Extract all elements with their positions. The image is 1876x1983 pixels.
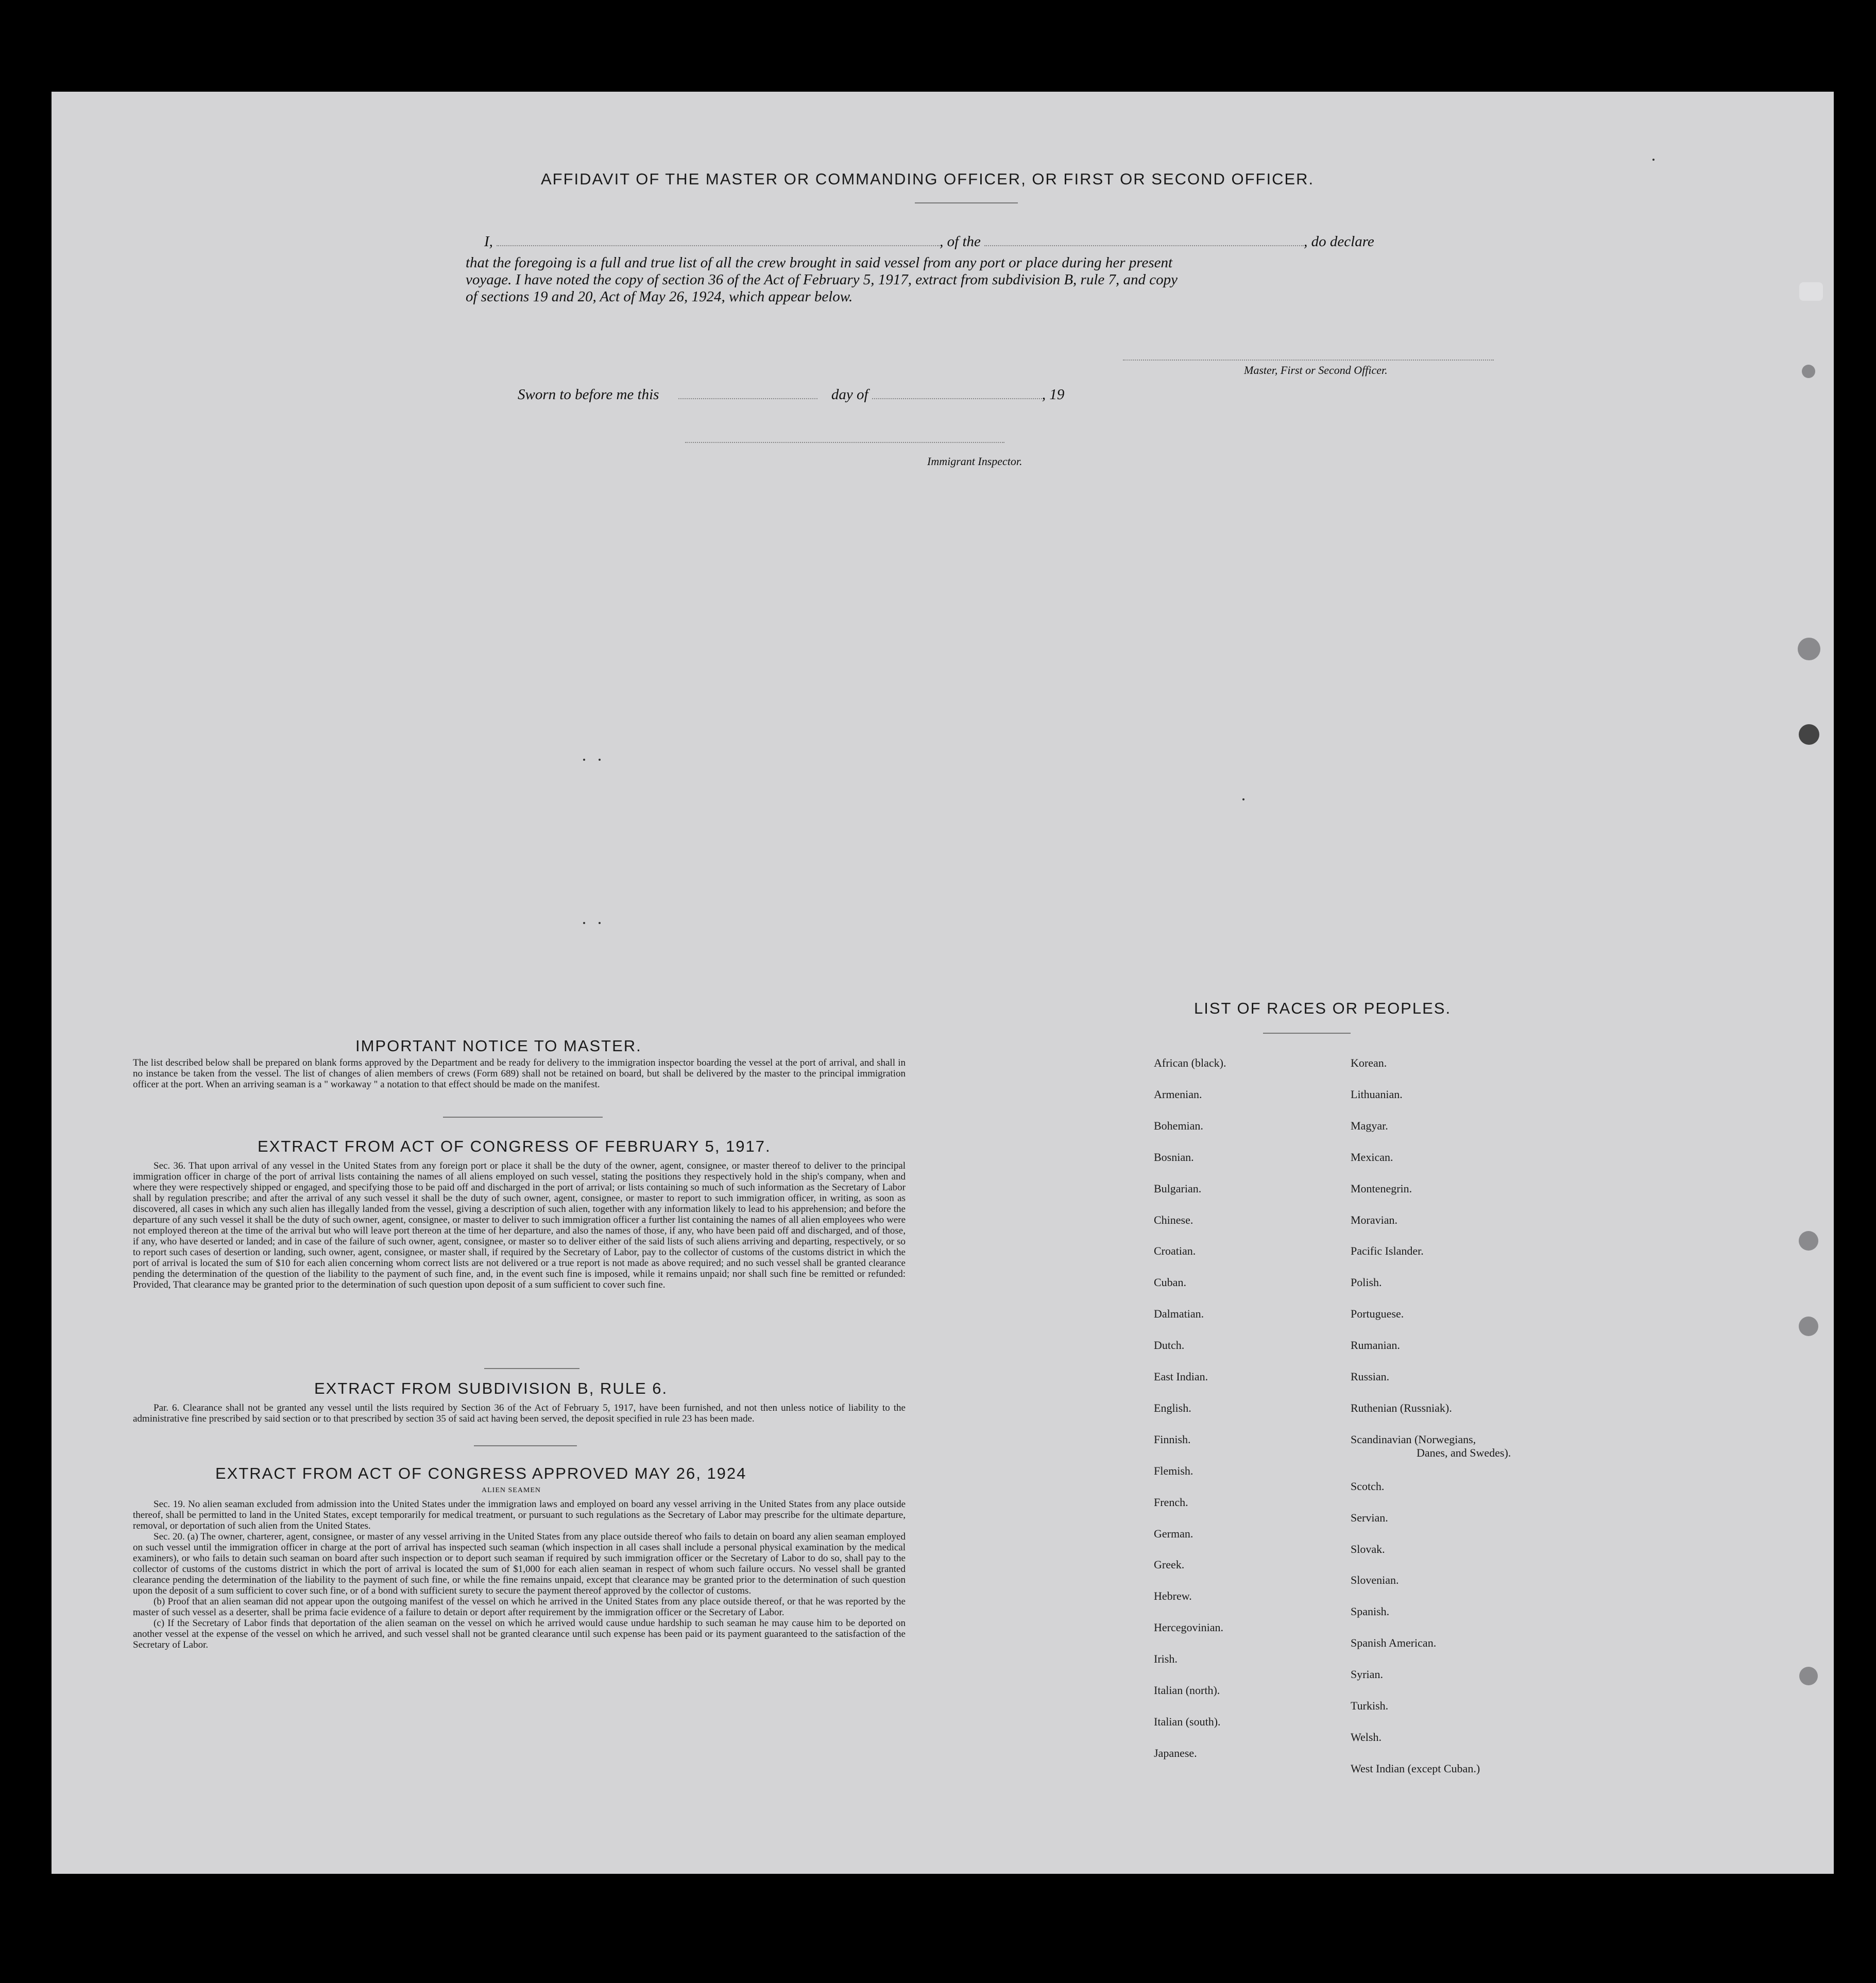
- race-item: Dalmatian.: [1154, 1307, 1204, 1320]
- race-item: Pacific Islander.: [1351, 1244, 1424, 1257]
- affidavit-body: [466, 254, 1522, 305]
- notice-rule: [443, 1117, 603, 1118]
- notice-title: IMPORTANT NOTICE TO MASTER.: [355, 1037, 642, 1055]
- race-item: Scandinavian (Norwegians,: [1351, 1433, 1476, 1446]
- race-item: Bulgarian.: [1154, 1182, 1202, 1195]
- race-item: Rumanian.: [1351, 1339, 1400, 1352]
- extract-1924-title: EXTRACT FROM ACT OF CONGRESS APPROVED MAY 26, 1924: [215, 1464, 747, 1482]
- race-item: Moravian.: [1351, 1213, 1398, 1226]
- extract-rule6-title: EXTRACT FROM SUBDIVISION B, RULE 6.: [314, 1379, 668, 1397]
- race-item: Italian (north).: [1154, 1684, 1220, 1697]
- race-item: Spanish American.: [1351, 1636, 1437, 1649]
- race-item: Danes, and Swedes).: [1417, 1446, 1511, 1459]
- sworn-day-field[interactable]: [678, 398, 817, 399]
- extract-1924-sec20a: Sec. 20. (a) The owner, charterer, agent, consignee, or master of any vessel arriving in the United States from any place outside thereof who fails to detain on board any alien seaman employed on such vessel until the immigration officer in charge at the port of arrival has inspected such seaman (which inspection in all cases shall include a personal physical examination by the medical examiners), or who fails to detain such seaman on board after such inspection or to deport such seaman if required by such immigration officer or the Secretary of Labor to do so, shall pay to the collector of customs of the customs district in which the port of arrival is located the sum of $1,000 for each alien seaman in respect of whom such failure occurs. No vessel shall be granted clearance pending the determination of the liability to the payment of such fine, or while the fine remains unpaid, except that clearance may be granted prior to the determination of such question upon the deposit of a sum sufficient to cover such fine, or of a bond with sufficient surety to secure the payment thereof approved by the collector of customs.: [133, 1531, 906, 1596]
- affidavit-declaration-line: [464, 233, 1374, 250]
- sworn-text: Sworn to before me this: [518, 386, 659, 403]
- extract-1924-subtitle: ALIEN SEAMEN: [482, 1486, 541, 1494]
- form-sheet: [52, 92, 1834, 1874]
- inspector-label: Immigrant Inspector.: [927, 455, 1022, 468]
- race-item: Russian.: [1351, 1370, 1390, 1383]
- race-item: Polish.: [1351, 1276, 1382, 1289]
- race-item: Hebrew.: [1154, 1589, 1192, 1602]
- master-name-field[interactable]: [497, 245, 940, 246]
- race-item: Slovenian.: [1351, 1574, 1399, 1586]
- bleed-through-marks: [288, 153, 299, 188]
- extract-1924-sec19: Sec. 19. No alien seaman excluded from admission into the United States under the immigration laws and employed on board any vessel arriving in the United States from any place outside thereof, shall be permitted to land in the United States, except temporarily for medical treatment, or pursuant to such regulations as the Secretary of Labor may prescribe for the ultimate departure, removal, or deportation of such alien from the United States.: [133, 1499, 906, 1531]
- races-title-rule: [1263, 1033, 1351, 1034]
- race-item: English.: [1154, 1401, 1191, 1414]
- affidavit-do-declare: , do declare: [1304, 233, 1374, 250]
- race-item: Armenian.: [1154, 1088, 1202, 1101]
- master-signature-label: Master, First or Second Officer.: [1244, 364, 1388, 377]
- race-item: Turkish.: [1351, 1699, 1389, 1712]
- race-item: Croatian.: [1154, 1244, 1196, 1257]
- affidavit-of-the: , of the: [940, 233, 981, 250]
- punch-hole: [1799, 1317, 1818, 1336]
- race-item: Montenegrin.: [1351, 1182, 1412, 1195]
- race-item: Syrian.: [1351, 1668, 1383, 1681]
- extract-1924-sec20b: (b) Proof that an alien seaman did not appear upon the outgoing manifest of the vessel on which he arrived in the United States from any place outside thereof, or that he was reported by the master of such vessel as a deserter, shall be prima facie evidence of a failure to detain or deport after requirement by the immigration officer or the Secretary of Labor.: [133, 1596, 906, 1618]
- extract-1924-body: [133, 1499, 906, 1650]
- punch-hole: [1799, 1231, 1818, 1251]
- race-item: Dutch.: [1154, 1339, 1185, 1352]
- extract-1917-text: Sec. 36. That upon arrival of any vessel in the United States from any foreign port or place it shall be the duty of the owner, agent, consignee, or master thereof to deliver to the principal immigration officer in charge of the port of arrival lists containing the names of all aliens employed on such vessel, stating the positions they respectively hold in the ship's company, when and where they were respectively shipped or engaged, and specifying those to be paid off and discharged in the port of arrival; or lists containing so much of such information as the Secretary of Labor shall by regulation prescribe; and after the arrival of any such vessel it shall be the duty of such owner, agent, consignee, or master to report to such immigration officer, in writing, as soon as discovered, all cases in which any such alien has illegally landed from the vessel, giving a description of such alien, together with any information likely to lead to his apprehension; and before the departure of any such vessel it shall be the duty of such owner, agent, consignee, or master to deliver to such immigration officer a further list containing the names of all alien employees who were not employed thereon at the time of the arrival but who will leave port thereon at the time of her departure, and also the names of those, if any, who have been paid off and discharged, and of those, if any, who have deserted or landed; and in case of the failure of such owner, agent, consignee, or master so to deliver either of the said lists of such aliens arriving and departing, respectively, or so to report such cases of desertion or landing, such owner, agent, consignee, or master shall, if required by the Secretary of Labor, pay to the collector of customs of the customs district in which the port of arrival is located the sum of $10 for each alien concerning whom correct lists are not delivered or a true report is not made as above required; and no such vessel shall be granted clearance pending the determination of the question of the liability to the payment of such fine, and, in the event such fine is imposed, while it remains unpaid; nor shall such fine be remitted or refunded: Provided, That clearance may be granted prior to the determination of such question upon deposit of a sum sufficient to cover such fine.: [133, 1160, 906, 1290]
- race-item: Ruthenian (Russniak).: [1351, 1401, 1452, 1414]
- sworn-year: , 19: [1042, 386, 1065, 403]
- punch-hole: [1802, 365, 1815, 378]
- race-item: Lithuanian.: [1351, 1088, 1403, 1101]
- race-item: Bohemian.: [1154, 1119, 1203, 1132]
- race-item: Welsh.: [1351, 1731, 1382, 1743]
- race-item: Servian.: [1351, 1511, 1388, 1524]
- race-item: German.: [1154, 1527, 1193, 1540]
- race-item: French.: [1154, 1496, 1188, 1509]
- punch-hole: [1799, 724, 1819, 745]
- sworn-month-field[interactable]: [872, 398, 1042, 399]
- extract-rule6-text: Par. 6. Clearance shall not be granted any vessel until the lists required by Section 36 of the Act of February 5, 1917, have been furnished, and not then unless notice of liability to the administrative fine prescribed by said section or to that prescribed by section 35 of said act having been served, the deposit specified in rule 23 has been made.: [133, 1403, 906, 1424]
- race-item: Cuban.: [1154, 1276, 1186, 1289]
- race-item: East Indian.: [1154, 1370, 1208, 1383]
- race-item: Mexican.: [1351, 1151, 1393, 1164]
- extract-1924-sec20c: (c) If the Secretary of Labor finds that deportation of the alien seaman on the vessel on which he arrived would cause undue hardship to such seaman he may cause him to be deported on another vessel at the expense of the vessel on which he arrived, and such vessel shall not be granted clearance until such expense has been paid or its payment guaranteed to the satisfaction of the Secretary of Labor.: [133, 1618, 906, 1650]
- extract-rule6-rule: [474, 1445, 577, 1446]
- race-item: Italian (south).: [1154, 1715, 1221, 1728]
- affidavit-body-line-2: that the foregoing is a full and true list of all the crew brought in said vessel from any port or place during her present: [466, 254, 1173, 271]
- extract-1917-rule: [484, 1368, 579, 1369]
- race-item: Finnish.: [1154, 1433, 1191, 1446]
- punch-hole: [1799, 282, 1823, 301]
- notice-text: The list described below shall be prepared on blank forms approved by the Department and be ready for delivery to the immigration inspector boarding the vessel at the port of arrival, and shall in no instance be taken from the vessel. The list of changes of alien members of crews (Form 689) shall not be retained on board, but shall be delivered by the master to the principal immigration officer at the port. When an arriving seaman is a " workaway " a notation to that effect should be made on the manifest.: [133, 1057, 906, 1090]
- sworn-line: [518, 386, 1064, 403]
- master-signature-line[interactable]: [1123, 360, 1494, 361]
- races-title: LIST OF RACES OR PEOPLES.: [1194, 999, 1452, 1017]
- race-item: Chinese.: [1154, 1213, 1193, 1226]
- extract-1917-title: EXTRACT FROM ACT OF CONGRESS OF FEBRUARY 5, 1917.: [258, 1137, 771, 1155]
- race-item: Scotch.: [1351, 1480, 1385, 1493]
- race-item: Hercegovinian.: [1154, 1621, 1223, 1634]
- vessel-name-field[interactable]: [984, 245, 1304, 246]
- race-item: Japanese.: [1154, 1747, 1197, 1759]
- punch-hole: [1798, 638, 1820, 660]
- race-item: Irish.: [1154, 1652, 1178, 1665]
- race-item: Korean.: [1351, 1056, 1387, 1069]
- race-item: African (black).: [1154, 1056, 1226, 1069]
- race-item: Bosnian.: [1154, 1151, 1194, 1164]
- affidavit-body-line-4: of sections 19 and 20, Act of May 26, 1924, which appear below.: [466, 288, 853, 305]
- race-item: Flemish.: [1154, 1464, 1193, 1477]
- inspector-signature-line[interactable]: [685, 442, 1004, 443]
- race-item: Spanish.: [1351, 1605, 1390, 1618]
- punch-hole: [1799, 1667, 1818, 1685]
- affidavit-title-rule: [915, 202, 1018, 203]
- race-item: Portuguese.: [1351, 1307, 1404, 1320]
- affidavit-I: I,: [484, 233, 493, 250]
- race-item: Slovak.: [1351, 1543, 1385, 1555]
- affidavit-title: AFFIDAVIT OF THE MASTER OR COMMANDING OFFICER, OR FIRST OR SECOND OFFICER.: [541, 170, 1315, 188]
- sworn-day-of: day of: [831, 386, 868, 403]
- race-item: Magyar.: [1351, 1119, 1388, 1132]
- affidavit-body-line-3: voyage. I have noted the copy of section 36 of the Act of February 5, 1917, extract from subdivision B, rule 7, and copy: [466, 271, 1178, 288]
- race-item: Greek.: [1154, 1558, 1185, 1571]
- race-item: West Indian (except Cuban.): [1351, 1762, 1480, 1775]
